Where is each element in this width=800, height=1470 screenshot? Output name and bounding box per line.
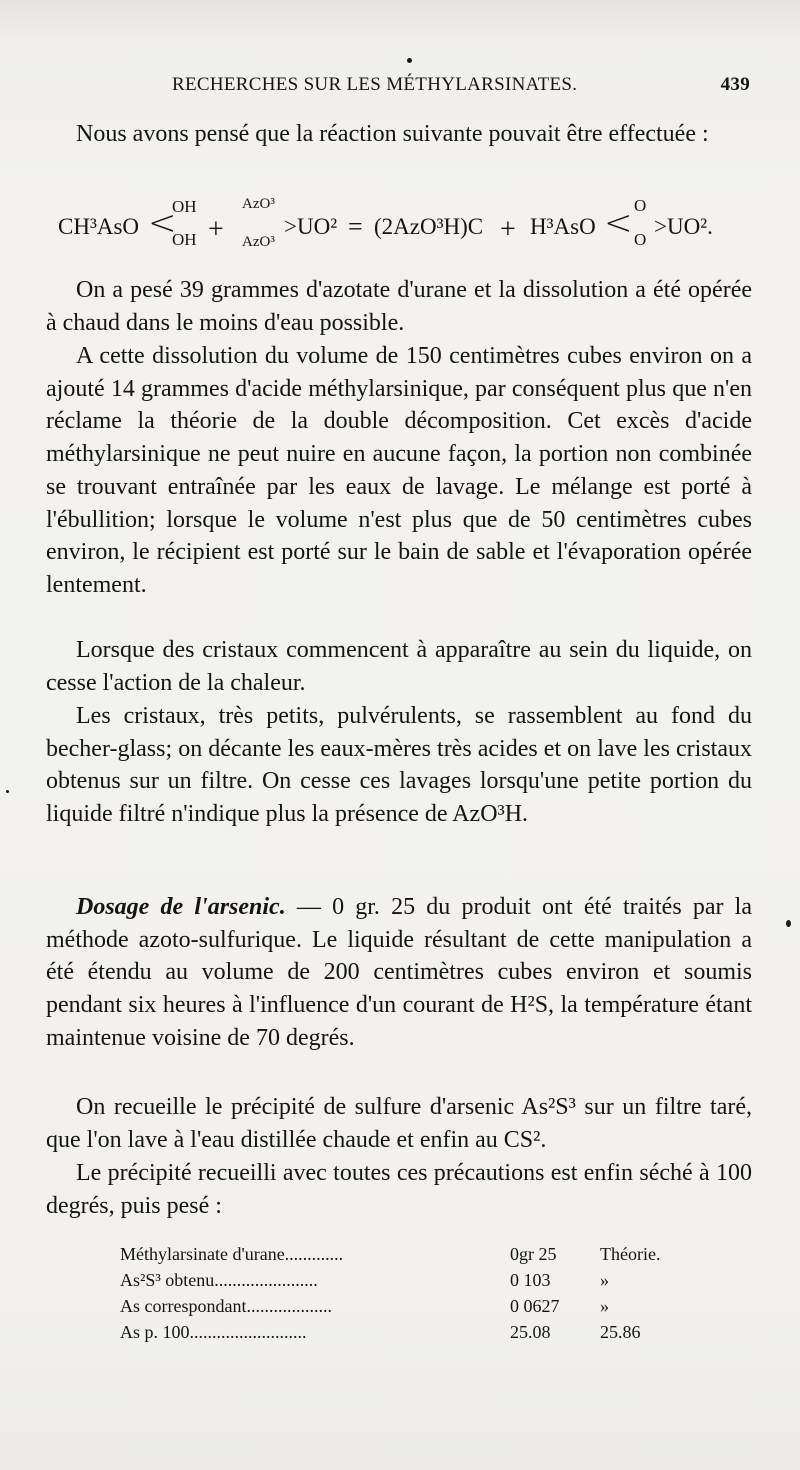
formula-uo2-left: >UO² xyxy=(284,214,338,239)
row-label: As p. 100.......................... xyxy=(120,1322,307,1342)
reaction-formula xyxy=(58,192,758,252)
table-row xyxy=(120,1322,680,1348)
row-value: 0 0627 xyxy=(510,1296,560,1316)
formula-right: H³AsO xyxy=(530,214,596,239)
paragraph-text: On recueille le précipité de sulfure d'arsenic As²S³ sur un filtre taré, que l'on lave à l'eau distillée chaude et enfin au CS². xyxy=(46,1094,752,1153)
formula-o-bottom: O xyxy=(634,230,647,249)
table-row xyxy=(120,1296,680,1322)
formula-plus-2: + xyxy=(500,214,516,245)
paragraph-text: On a pesé 39 grammes d'azotate d'urane et la dissolution a été opérée à chaud dans le moins d'eau possible. xyxy=(46,277,752,336)
paragraph-crystals-appear xyxy=(46,634,752,699)
paragraph-crystals-wash xyxy=(46,700,752,831)
formula-uo2-right: >UO². xyxy=(654,214,713,239)
formula-o-top: O xyxy=(634,196,647,215)
paragraph-precipitate xyxy=(46,1091,752,1156)
print-speck xyxy=(786,920,791,927)
print-speck xyxy=(6,790,9,793)
row-value: 0gr 25 xyxy=(510,1244,557,1264)
running-head xyxy=(150,74,750,104)
paragraph-body: — 0 gr. 25 du produit ont été traités par la méthode azoto-sulfurique. Le liquide résultant de cette manipulation a été étendu au volume de 200 centimètres cubes environ et soumis pendant six heures à l'influence d'un courant de H²S, la température étant maintenue voisine de 70 degrés. xyxy=(46,894,752,1051)
paragraph-intro xyxy=(46,118,752,151)
paragraph-text: Les cristaux, très petits, pulvérulents, se rassemblent au fond du becher-glass; on décante les eaux-mères très acides et on lave les cristaux obtenus sur un filtre. On cesse ces lavages lorsqu'une petite portion du liquide filtré n'indique plus la présence de AzO³H. xyxy=(46,703,752,828)
row-ref: Théorie. xyxy=(600,1244,661,1264)
running-head-title: RECHERCHES SUR LES MÉTHYLARSINATES. xyxy=(172,74,578,95)
formula-azo-bottom: AzO³ xyxy=(242,234,275,250)
paragraph-weighing xyxy=(46,274,752,339)
paragraph-dissolution xyxy=(46,340,752,602)
paragraph-text: Lorsque des cristaux commencent à apparaître au sein du liquide, on cesse l'action de la chaleur. xyxy=(46,637,752,696)
paragraph-text: Le précipité recueilli avec toutes ces précautions est enfin séché à 100 degrés, puis pesé : xyxy=(46,1160,752,1219)
row-ref: » xyxy=(600,1296,609,1316)
paragraph-arsenic-dosage xyxy=(46,891,752,1055)
formula-azo-top: AzO³ xyxy=(242,196,275,212)
row-value: 0 103 xyxy=(510,1270,551,1290)
print-speck xyxy=(407,58,412,63)
row-value: 25.08 xyxy=(510,1322,551,1342)
paragraph-text xyxy=(46,891,752,1055)
paragraph-dried xyxy=(46,1157,752,1222)
formula-left: CH³AsO xyxy=(58,214,140,239)
paragraph-text: A cette dissolution du volume de 150 centimètres cubes environ on a ajouté 14 grammes d'acide méthylarsinique, par conséquent plus que n'en réclame la théorie de la double décomposition. Cet excès d'acide méthylarsinique ne peut nuire en aucune façon, la portion non combinée se trouvant entraînée par les eaux de lavage. Le mélange est porté à l'ébullition; lorsque le volume n'est plus que de 50 centimètres cubes environ, le récipient est porté sur le bain de sable et l'évaporation opérée lentement. xyxy=(46,343,752,598)
page-number: 439 xyxy=(720,74,750,95)
formula-middle: (2AzO³H)C xyxy=(374,214,484,239)
results-table xyxy=(120,1244,680,1348)
formula-plus-1: + xyxy=(208,214,224,245)
row-label: As correspondant................... xyxy=(120,1296,332,1316)
row-ref: 25.86 xyxy=(600,1322,641,1342)
table-row xyxy=(120,1270,680,1296)
formula-oh-top: OH xyxy=(172,197,197,216)
formula-equals: = xyxy=(348,212,363,241)
row-label: As²S³ obtenu....................... xyxy=(120,1270,318,1290)
formula-bracket-left: < xyxy=(148,203,177,243)
formula-oh-bottom: OH xyxy=(172,230,197,249)
table-row xyxy=(120,1244,680,1270)
formula-bracket-right: < xyxy=(604,203,633,243)
paragraph-text: Nous avons pensé que la réaction suivante pouvait être effectuée : xyxy=(76,121,709,147)
row-ref: » xyxy=(600,1270,609,1290)
section-heading: Dosage de l'arsenic. xyxy=(76,894,286,920)
row-label: Méthylarsinate d'urane............. xyxy=(120,1244,344,1264)
